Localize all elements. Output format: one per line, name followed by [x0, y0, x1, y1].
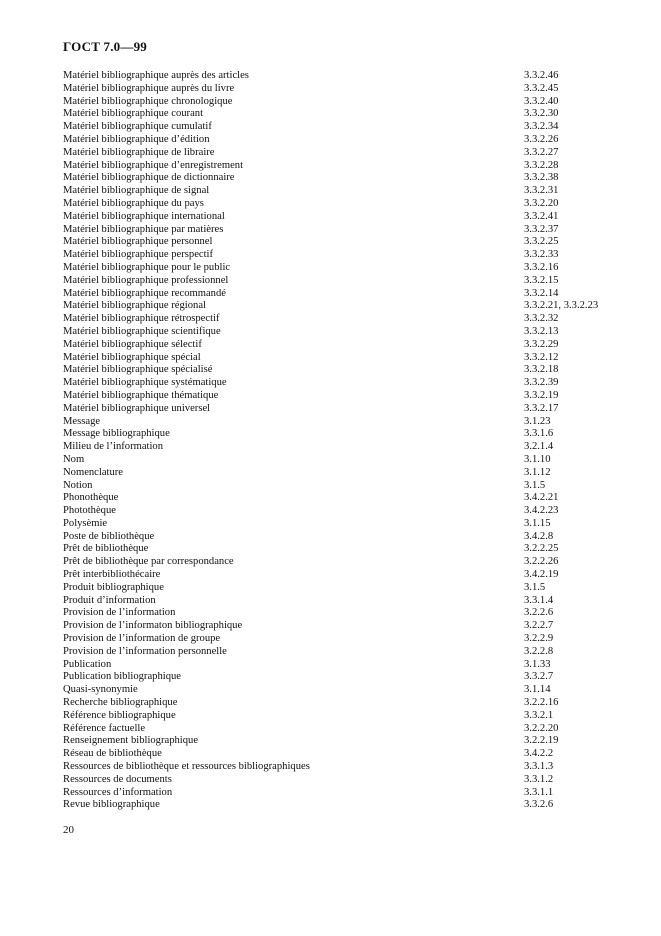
index-entry: [63, 646, 623, 659]
index-term: Matériel bibliographique d’édition: [63, 133, 210, 145]
index-reference: 3.3.2.15: [524, 274, 559, 286]
index-reference: 3.3.1.4: [524, 594, 554, 606]
index-entry: [63, 313, 623, 326]
index-term: Phonothèque: [63, 492, 119, 504]
index-term: Notion: [63, 479, 93, 491]
index-reference: 3.3.2.38: [524, 172, 559, 184]
index-reference: 3.3.2.17: [524, 402, 559, 414]
index-entry: [63, 339, 623, 352]
index-reference: 3.3.2.40: [524, 95, 559, 107]
index-reference: 3.3.2.37: [524, 223, 559, 235]
index-entry: [63, 160, 623, 173]
index-entry: [63, 428, 623, 441]
index-term: Matériel bibliographique chronologique: [63, 95, 233, 107]
index-term: Prêt de bibliothèque: [63, 543, 149, 555]
index-reference: 3.3.2.14: [524, 287, 559, 299]
index-entry: [63, 121, 623, 134]
index-entry: [63, 492, 623, 505]
index-reference: 3.3.2.6: [524, 799, 554, 811]
index-term: Message: [63, 415, 101, 427]
index-reference: 3.1.23: [524, 415, 551, 427]
index-reference: 3.3.2.33: [524, 249, 559, 261]
index-reference: 3.1.5: [524, 479, 546, 491]
index-reference: 3.3.2.20: [524, 197, 559, 209]
index-reference: 3.2.2.25: [524, 543, 559, 555]
index-entry: [63, 735, 623, 748]
index-entry: [63, 70, 623, 83]
index-term: Matériel bibliographique universel: [63, 402, 211, 414]
index-term: Produit bibliographique: [63, 581, 164, 593]
index-reference: 3.3.2.7: [524, 671, 554, 683]
index-term: Matériel bibliographique auprès du livre: [63, 82, 235, 94]
index-reference: 3.1.14: [524, 684, 551, 696]
index-entry: [63, 262, 623, 275]
index-entry: [63, 480, 623, 493]
index-entry: [63, 108, 623, 121]
index-entry: [63, 620, 623, 633]
index-entry: [63, 185, 623, 198]
index-term: Matériel bibliographique sélectif: [63, 338, 202, 350]
index-term: Photothèque: [63, 505, 116, 517]
index-reference: 3.3.2.19: [524, 389, 559, 401]
index-term: Matériel bibliographique cumulatif: [63, 121, 212, 133]
index-entry: [63, 607, 623, 620]
index-entry: [63, 326, 623, 339]
index-entry: [63, 224, 623, 237]
index-term: Matériel bibliographique perspectif: [63, 249, 214, 261]
index-entry: [63, 505, 623, 518]
index-term: Matériel bibliographique pour le public: [63, 261, 231, 273]
index-entry: [63, 531, 623, 544]
index-reference: 3.3.2.27: [524, 146, 559, 158]
index-reference: 3.1.12: [524, 466, 551, 478]
index-reference: 3.3.2.1: [524, 709, 554, 721]
index-term: Matériel bibliographique recommandé: [63, 287, 226, 299]
index-term: Matériel bibliographique professionnel: [63, 274, 229, 286]
index-entry: [63, 659, 623, 672]
index-reference: 3.3.2.12: [524, 351, 559, 363]
index-entry: [63, 774, 623, 787]
index-entry: [63, 198, 623, 211]
index-entry: [63, 288, 623, 301]
index-term: Nom: [63, 453, 85, 465]
index-term: Prêt de bibliothèque par correspondance: [63, 556, 234, 568]
index-term: Matériel bibliographique auprès des articles: [63, 70, 249, 81]
index-reference: 3.4.2.23: [524, 505, 559, 517]
index-reference: 3.1.33: [524, 658, 551, 670]
index-entry: [63, 710, 623, 723]
index-term: Matériel bibliographique de libraire: [63, 146, 215, 158]
index-term: Matériel bibliographique rétrospectif: [63, 313, 220, 325]
index-term: Renseignement bibliographique: [63, 735, 199, 747]
index-reference: 3.3.2.31: [524, 185, 559, 197]
index-term: Matériel bibliographique systématique: [63, 377, 227, 389]
index-term: Référence factuelle: [63, 722, 146, 734]
index-entry: [63, 403, 623, 416]
index-entry: [63, 172, 623, 185]
index-entry: [63, 799, 623, 812]
index-reference: 3.1.10: [524, 453, 551, 465]
index-reference: 3.3.2.41: [524, 210, 559, 222]
index-term: Ressources de bibliothèque et ressources bibliographiques: [63, 761, 310, 773]
index-entry: [63, 352, 623, 365]
index-reference: 3.2.1.4: [524, 441, 554, 453]
index-term: Produit d’information: [63, 594, 156, 606]
index-term: Matériel bibliographique spécial: [63, 351, 201, 363]
index-reference: 3.2.2.8: [524, 645, 554, 657]
index-reference: 3.3.1.2: [524, 773, 554, 785]
index-entry: [63, 300, 623, 313]
index-term: Matériel bibliographique de dictionnaire: [63, 172, 235, 184]
index-reference: 3.3.2.29: [524, 338, 559, 350]
index-reference: 3.3.2.25: [524, 236, 559, 248]
index-entry: [63, 761, 623, 774]
index-term: Matériel bibliographique thématique: [63, 389, 219, 401]
index-reference: 3.3.2.26: [524, 133, 559, 145]
index-reference: 3.2.2.7: [524, 620, 554, 632]
index-entry: [63, 569, 623, 582]
index-entry: [63, 83, 623, 96]
index-term: Recherche bibliographique: [63, 697, 178, 709]
index-reference: 3.3.2.13: [524, 325, 559, 337]
index-reference: 3.4.2.8: [524, 530, 554, 542]
index-entry: [63, 633, 623, 646]
index-reference: 3.3.1.6: [524, 428, 554, 440]
index-reference: 3.4.2.2: [524, 748, 554, 760]
index-term: Prêt interbibliothécaire: [63, 569, 161, 581]
index-reference: 3.3.2.18: [524, 364, 559, 376]
index-reference: 3.3.2.21, 3.3.2.23: [524, 300, 599, 312]
index-term: Publication: [63, 658, 112, 670]
index-term: Réseau de bibliothèque: [63, 748, 162, 760]
index-entry: [63, 543, 623, 556]
index-reference: 3.2.2.26: [524, 556, 559, 568]
index-entry: [63, 236, 623, 249]
index-entry: [63, 684, 623, 697]
index-term: Matériel bibliographique courant: [63, 108, 204, 120]
index-entry: [63, 467, 623, 480]
index-term: Matériel bibliographique du pays: [63, 197, 204, 209]
index-reference: 3.2.2.16: [524, 697, 559, 709]
index-reference: 3.4.2.21: [524, 492, 559, 504]
document-header: ГОСТ 7.0—99: [63, 39, 147, 54]
index-entry: [63, 147, 623, 160]
index-reference: 3.3.2.28: [524, 159, 559, 171]
index-reference: 3.1.15: [524, 517, 551, 529]
index-term: Matériel bibliographique régional: [63, 300, 206, 312]
index-reference: 3.3.2.45: [524, 82, 559, 94]
index-term: Revue bibliographique: [63, 799, 160, 811]
term-index-list: [63, 70, 623, 812]
index-term: Référence bibliographique: [63, 709, 176, 721]
index-entry: [63, 390, 623, 403]
index-reference: 3.3.2.32: [524, 313, 559, 325]
index-reference: 3.2.2.9: [524, 633, 554, 645]
index-reference: 3.3.1.1: [524, 786, 554, 798]
index-term: Ressources d’information: [63, 786, 173, 798]
index-entry: [63, 249, 623, 262]
index-term: Matériel bibliographique personnel: [63, 236, 213, 248]
index-term: Poste de bibliothèque: [63, 530, 155, 542]
page-number: 20: [63, 824, 74, 836]
index-reference: 3.3.2.39: [524, 377, 559, 389]
index-entry: [63, 275, 623, 288]
index-reference: 3.4.2.19: [524, 569, 559, 581]
index-term: Polysèmie: [63, 517, 108, 529]
index-reference: 3.2.2.19: [524, 735, 559, 747]
index-reference: 3.2.2.20: [524, 722, 559, 734]
index-term: Nomenclature: [63, 466, 124, 478]
index-entry: [63, 416, 623, 429]
index-entry: [63, 211, 623, 224]
index-term: Matériel bibliographique international: [63, 210, 225, 222]
index-term: Matériel bibliographique spécialisé: [63, 364, 213, 376]
index-term: Message bibliographique: [63, 428, 170, 440]
index-term: Provision de l’information de groupe: [63, 633, 221, 645]
index-entry: [63, 454, 623, 467]
index-term: Publication bibliographique: [63, 671, 181, 683]
index-entry: [63, 518, 623, 531]
index-entry: [63, 787, 623, 800]
index-entry: [63, 748, 623, 761]
index-entry: [63, 364, 623, 377]
index-term: Provision de l’informaton bibliographique: [63, 620, 243, 632]
index-term: Provision de l’information: [63, 607, 176, 619]
index-entry: [63, 134, 623, 147]
index-term: Matériel bibliographique de signal: [63, 185, 210, 197]
index-term: Matériel bibliographique scientifique: [63, 325, 221, 337]
index-term: Milieu de l’information: [63, 441, 164, 453]
index-entry: [63, 96, 623, 109]
index-reference: 3.3.1.3: [524, 761, 554, 773]
index-term: Matériel bibliographique par matières: [63, 223, 224, 235]
index-reference: 3.3.2.34: [524, 121, 559, 133]
index-reference: 3.2.2.6: [524, 607, 554, 619]
index-reference: 3.3.2.16: [524, 261, 559, 273]
index-entry: [63, 441, 623, 454]
index-term: Provision de l’information personnelle: [63, 645, 227, 657]
index-reference: 3.3.2.30: [524, 108, 559, 120]
index-entry: [63, 671, 623, 684]
index-entry: [63, 556, 623, 569]
index-entry: [63, 697, 623, 710]
index-reference: 3.1.5: [524, 581, 546, 593]
index-entry: [63, 377, 623, 390]
index-entry: [63, 595, 623, 608]
index-entry: [63, 723, 623, 736]
index-term: Matériel bibliographique d’enregistrement: [63, 159, 244, 171]
index-reference: 3.3.2.46: [524, 70, 559, 81]
index-entry: [63, 582, 623, 595]
index-term: Quasi-synonymie: [63, 684, 138, 696]
index-term: Ressources de documents: [63, 773, 172, 785]
